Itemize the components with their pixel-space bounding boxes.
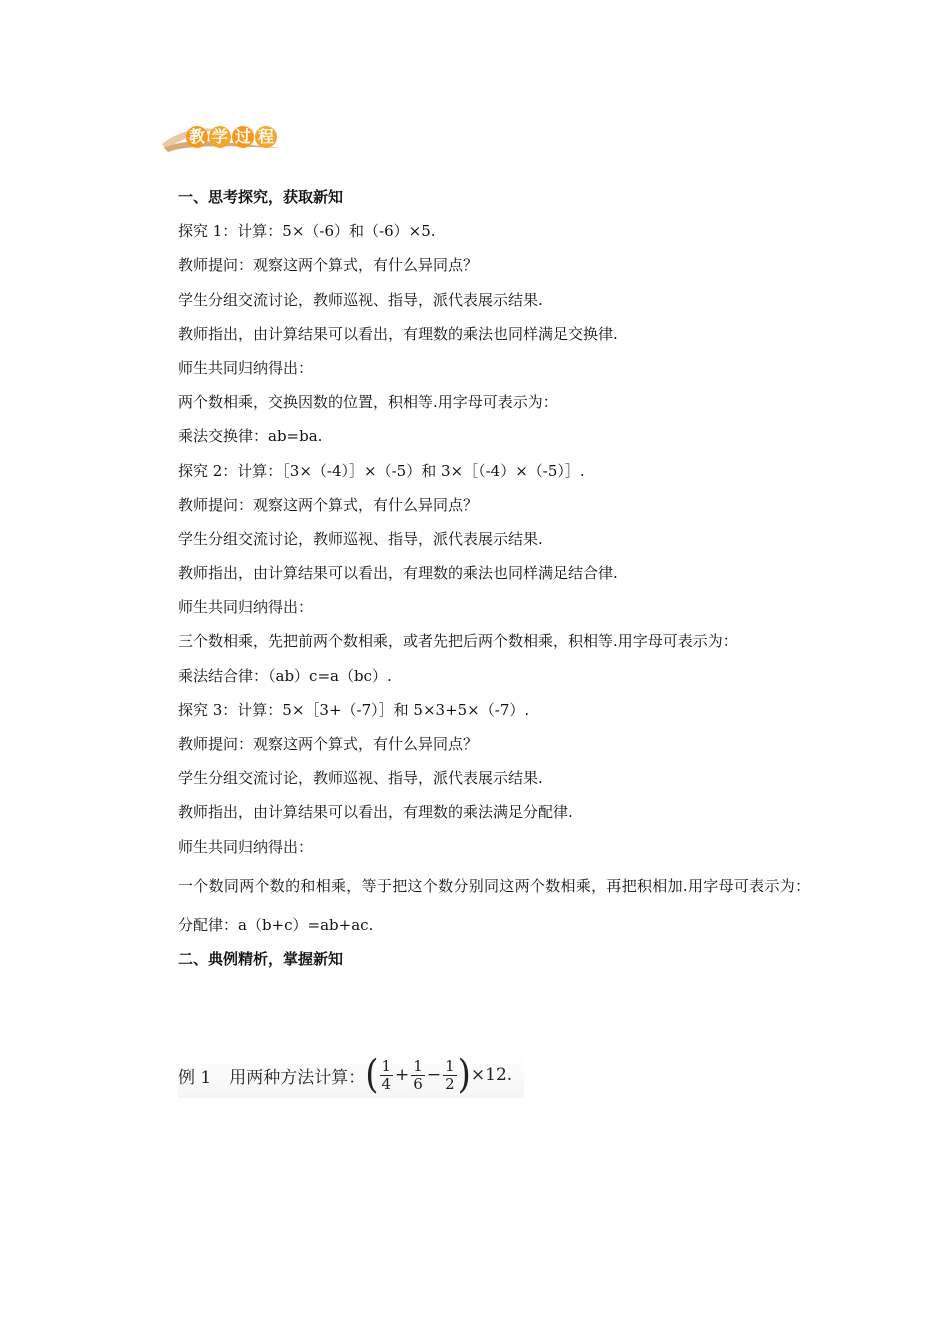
text-line: 教师提问：观察这两个算式，有什么异同点？ [178,495,479,514]
text-line: 学生分组交流讨论，教师巡视、指导，派代表展示结果. [178,769,543,788]
text-line: 学生分组交流讨论，教师巡视、指导，派代表展示结果. [178,529,543,548]
example-label: 例 1 [178,1067,212,1088]
text-line: 乘法结合律：（ab）c=a（bc）. [178,666,392,685]
fraction [443,1058,457,1093]
text-line: 乘法交换律：ab=ba. [178,427,323,446]
banner-char: 过 [232,126,254,148]
text-line: 教师提问：观察这两个算式，有什么异同点？ [178,256,479,275]
plus-sign: + [395,1065,410,1085]
text-line: 师生共同归纳得出： [178,598,314,617]
example-prompt: 用两种方法计算： [229,1067,366,1088]
text-line: 教师指出，由计算结果可以看出，有理数的乘法也同样满足结合律. [178,564,618,583]
denominator: 2 [445,1074,455,1093]
section-heading: 二、典例精析，掌握新知 [178,949,344,968]
text-line: 分配律：a（b+c）=ab+ac. [178,915,374,934]
text-line: 师生共同归纳得出： [178,358,314,377]
text-line: 探究 3：计算：5×［3+（-7）］和 5×3+5×（-7）. [178,700,530,719]
text-line: 三个数相乘，先把前两个数相乘，或者先把后两个数相乘，积相等.用字母可表示为： [178,632,738,651]
text-line: 探究 1：计算：5×（-6）和（-6）×5. [178,222,436,241]
minus-sign: − [426,1065,442,1085]
open-paren: ( [365,1052,379,1098]
text-line: 两个数相乘，交换因数的位置，积相等.用字母可表示为： [178,393,558,412]
banner-title [186,126,277,148]
text-line: 师生共同归纳得出： [178,837,314,856]
text-line: 教师提问：观察这两个算式，有什么异同点？ [178,735,479,753]
section-heading: 一、思考探究，获取新知 [178,188,344,206]
text-line: 教师指出，由计算结果可以看出，有理数的乘法也同样满足交换律. [178,324,618,343]
banner-char: 教 [186,126,208,148]
numerator: 1 [445,1056,455,1075]
document-body [145,180,815,976]
text-line: 教师指出，由计算结果可以看出，有理数的乘法满足分配律. [178,803,573,822]
text-line: 探究 2：计算：［3×（-4）］×（-5）和 3×［（-4）×（-5）］. [178,461,585,480]
example-1-figure [178,1052,524,1098]
banner-char: 程 [255,126,277,148]
example-tail: ×12. [470,1065,513,1085]
fraction [411,1058,425,1093]
section-banner [160,118,290,158]
denominator: 4 [381,1074,392,1093]
numerator: 1 [381,1056,392,1075]
denominator: 6 [413,1074,423,1093]
fraction [380,1058,394,1093]
text-line: 学生分组交流讨论，教师巡视、指导，派代表展示结果. [178,290,543,309]
numerator: 1 [413,1056,423,1075]
close-paren: ) [457,1052,471,1098]
banner-char: 学 [209,126,231,148]
wrapped-paragraph: 一个数同两个数的和相乘，等于把这个数分别同这两个数相乘，再把积相加.用字母可表示为： [178,876,811,895]
